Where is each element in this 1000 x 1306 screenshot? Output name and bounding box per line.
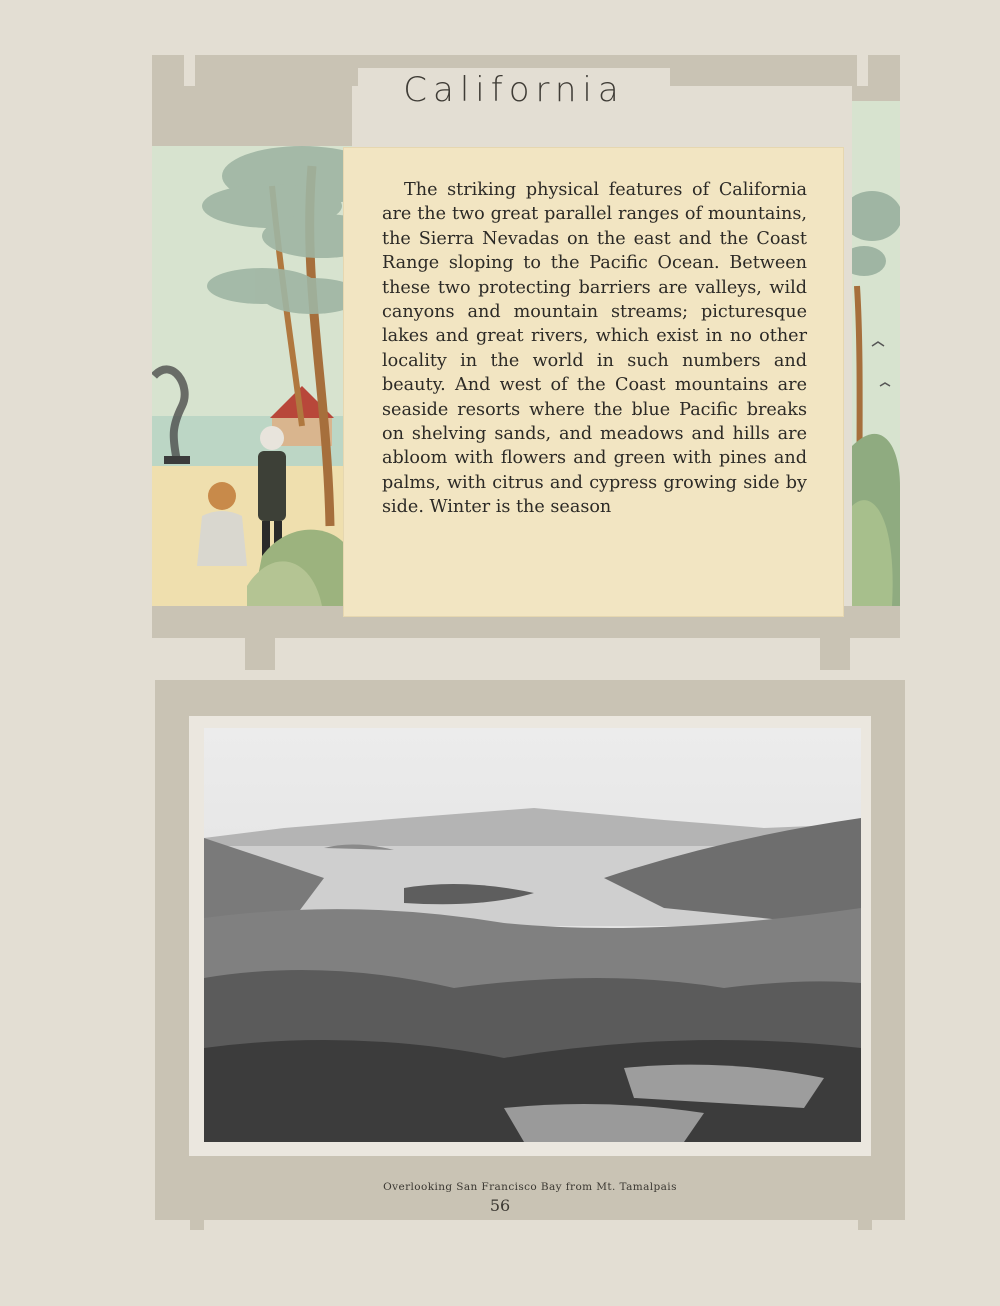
bay-landscape-image (204, 728, 861, 1142)
photo-caption: Overlooking San Francisco Bay from Mt. Tamalpais (383, 1181, 677, 1193)
frame-tab-right (858, 1218, 872, 1230)
palm-illustration-right (852, 86, 900, 606)
header-band-right (868, 55, 900, 86)
page-title: California (403, 70, 625, 110)
band-tab-left (245, 620, 275, 670)
body-paragraph: The striking physical features of California are the two great parallel ranges of mountains, the Sierra Nevadas on the east and the Coast Range sloping to the Pacific Ocean. Between these two protecting barriers are valleys, wild canyons and mountain streams; picturesque lakes and great rivers, which exist in no other locality in the world in such numbers and beauty. And west of the Coast mountains are seaside resorts where the blue Pacific breaks on shelving sands, and meadows and hills are abloom with flowers and green with pines and palms, with citrus and cypress growing side by side. Winter is the season (382, 180, 807, 518)
bay-photograph (204, 728, 861, 1142)
page-number: 56 (489, 1196, 511, 1215)
beach-scene-illustration (152, 86, 352, 606)
frame-tab-left (190, 1218, 204, 1230)
header-band-left (152, 55, 184, 86)
illustration-right (852, 86, 900, 606)
band-tab-right (820, 620, 850, 670)
text-panel (344, 148, 843, 616)
illustration-left (152, 86, 352, 606)
